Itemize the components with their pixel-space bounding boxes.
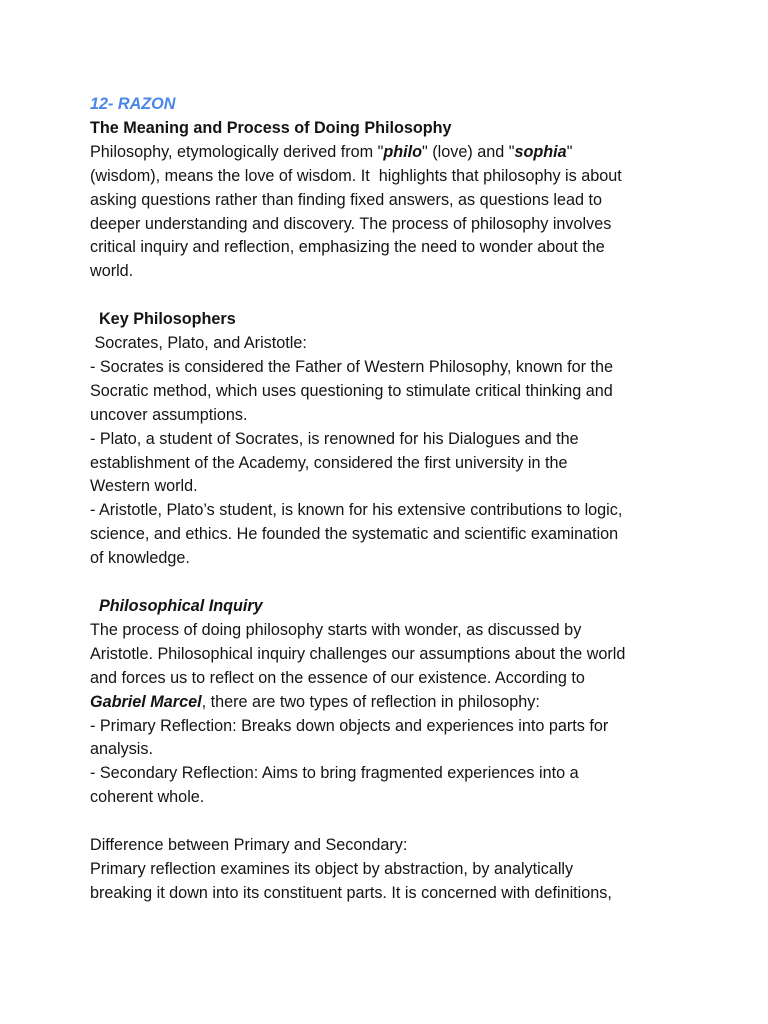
intro-text: " (love) and " <box>422 142 515 161</box>
paragraph-spacer <box>90 284 690 308</box>
inquiry-line-1: The process of doing philosophy starts with wonder, as discussed by <box>90 620 582 639</box>
inquiry-line-8: coherent whole. <box>90 788 205 807</box>
philosophical-inquiry-section <box>90 595 690 810</box>
intro-line-1 <box>90 141 690 165</box>
sophia-term: sophia <box>514 142 567 161</box>
key-philosophers-section <box>90 308 690 571</box>
intro-text: " <box>566 142 573 161</box>
inquiry-line-3: and forces us to reflect on the essence of our existence. According to <box>90 668 585 687</box>
intro-text: Philosophy, etymologically derived from " <box>90 142 384 161</box>
intro-line-5: critical inquiry and reflection, emphasizing the need to wonder about the <box>90 238 605 257</box>
inquiry-text: , there are two types of reflection in philosophy: <box>201 692 540 711</box>
key-philosophers-line: uncover assumptions. <box>90 405 248 424</box>
key-philosophers-line: Western world. <box>90 477 198 496</box>
inquiry-line-5: - Primary Reflection: Breaks down objects and experiences into parts for <box>90 716 609 735</box>
intro-line-2: (wisdom), means the love of wisdom. It highlights that philosophy is about <box>90 166 622 185</box>
key-philosophers-line: - Socrates is considered the Father of Western Philosophy, known for the <box>90 357 614 376</box>
key-philosophers-line: of knowledge. <box>90 549 190 568</box>
key-philosophers-subheading: Socrates, Plato, and Aristotle: <box>90 334 307 353</box>
key-philosophers-line: establishment of the Academy, considered the first university in the <box>90 453 568 472</box>
key-philosophers-line: science, and ethics. He founded the systematic and scientific examination <box>90 525 619 544</box>
key-philosophers-heading: Key Philosophers <box>90 310 236 329</box>
difference-heading: Difference between Primary and Secondary: <box>90 836 408 855</box>
key-philosophers-line: Socratic method, which uses questioning to stimulate critical thinking and <box>90 381 613 400</box>
key-philosophers-line: - Aristotle, Plato’s student, is known for his extensive contributions to logic, <box>90 501 623 520</box>
intro-line-3: asking questions rather than finding fixed answers, as questions lead to <box>90 190 603 209</box>
main-title: The Meaning and Process of Doing Philosophy <box>90 118 452 137</box>
paragraph-spacer <box>90 571 690 595</box>
document-number-heading: 12- RAZON <box>90 95 176 113</box>
inquiry-line-6: analysis. <box>90 740 153 759</box>
inquiry-line-4 <box>90 691 690 715</box>
key-philosophers-line: - Plato, a student of Socrates, is renowned for his Dialogues and the <box>90 429 579 448</box>
intro-paragraph <box>90 141 690 284</box>
intro-line-6: world. <box>90 262 134 281</box>
inquiry-line-7: - Secondary Reflection: Aims to bring fragmented experiences into a <box>90 764 579 783</box>
inquiry-line-2: Aristotle. Philosophical inquiry challenges our assumptions about the world <box>90 644 626 663</box>
gabriel-marcel-name: Gabriel Marcel <box>90 692 202 711</box>
philo-term: philo <box>383 142 423 161</box>
difference-section <box>90 834 690 906</box>
intro-line-4: deeper understanding and discovery. The process of philosophy involves <box>90 214 612 233</box>
difference-line-2: breaking it down into its constituent parts. It is concerned with definitions, <box>90 883 612 902</box>
document-page <box>90 93 690 906</box>
philosophical-inquiry-heading: Philosophical Inquiry <box>90 597 263 615</box>
paragraph-spacer <box>90 810 690 834</box>
difference-line-1: Primary reflection examines its object by abstraction, by analytically <box>90 859 574 878</box>
